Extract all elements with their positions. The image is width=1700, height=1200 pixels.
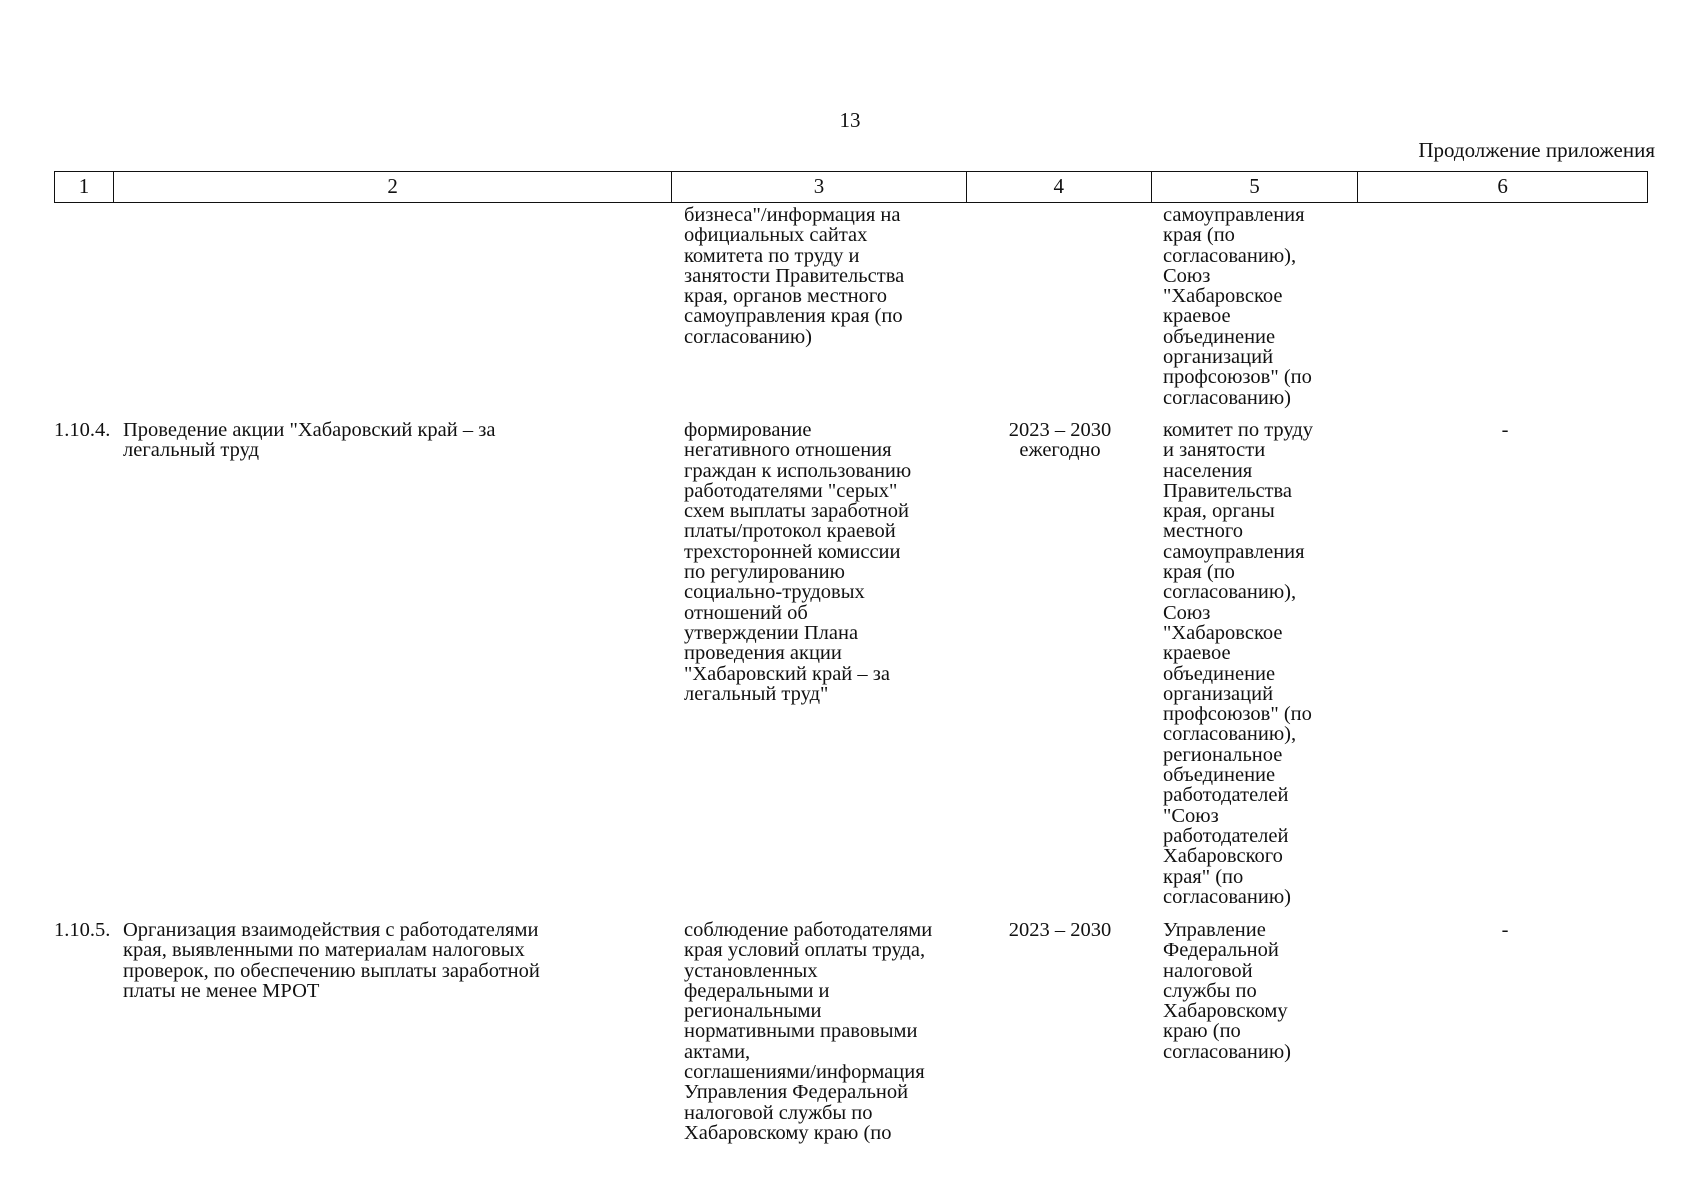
- measure-cell-1-10-5: Организация взаимодействия с работодателями края, выявленными по материалам налоговых проверок, по обеспечению выплаты заработной платы не менее МРОТ: [123, 919, 540, 1002]
- measure-cell-1-10-4: Проведение акции "Хабаровский край – за легальный труд: [123, 419, 496, 462]
- page-number: 13: [839, 108, 861, 132]
- result-cell-1-10-4: формирование негативного отношения граждан к использованию работодателями "серых" схем выплаты заработной платы/протокол краевой трехсторонней комиссии по регулированию социально-трудовых отношений об утверждении Плана проведения акции "Хабаровский край – за легальный труд": [684, 419, 912, 705]
- continued-result-cell: бизнеса"/информация на официальных сайтах комитета по труду и занятости Правительства края, органов местного самоуправления края (по согласованию): [684, 204, 905, 348]
- continuation-label: Продолжение приложения: [1418, 138, 1655, 162]
- result-cell-1-10-5: соблюдение работодателями края условий оплаты труда, установленных федеральными и региональными нормативными правовыми актами, соглашениями/информация Управления Федеральной налоговой службы по Хабаровскому краю (по: [684, 919, 933, 1144]
- table-header-row: [54, 171, 1648, 203]
- note-cell-1-10-5: -: [1501, 919, 1509, 941]
- header-col-1: 1: [55, 172, 114, 202]
- header-col-4: 4: [967, 172, 1152, 202]
- period-cell-1-10-4: 2023 – 2030 ежегодно: [1008, 419, 1112, 462]
- note-cell-1-10-4: -: [1501, 419, 1509, 441]
- header-col-3: 3: [672, 172, 967, 202]
- continued-responsible-cell: самоуправления края (по согласованию), Союз "Хабаровское краевое объединение организаций профсоюзов" (по согласованию): [1163, 204, 1312, 409]
- header-col-5: 5: [1152, 172, 1359, 202]
- period-cell-1-10-5: 2023 – 2030: [1008, 919, 1112, 941]
- row-number-1-10-4: 1.10.4.: [54, 419, 111, 441]
- responsible-cell-1-10-5: Управление Федеральной налоговой службы по Хабаровскому краю (по согласованию): [1163, 919, 1291, 1063]
- header-col-2: 2: [114, 172, 672, 202]
- row-number-1-10-5: 1.10.5.: [54, 919, 111, 941]
- header-col-6: 6: [1497, 174, 1508, 198]
- responsible-cell-1-10-4: комитет по труду и занятости населения Правительства края, органы местного самоуправления края (по согласованию), Союз "Хабаровское краевое объединение организаций профсоюзов" (по согласованию), региональное объединение работодателей "Союз работодателей Хабаровского края" (по согласованию): [1163, 419, 1314, 908]
